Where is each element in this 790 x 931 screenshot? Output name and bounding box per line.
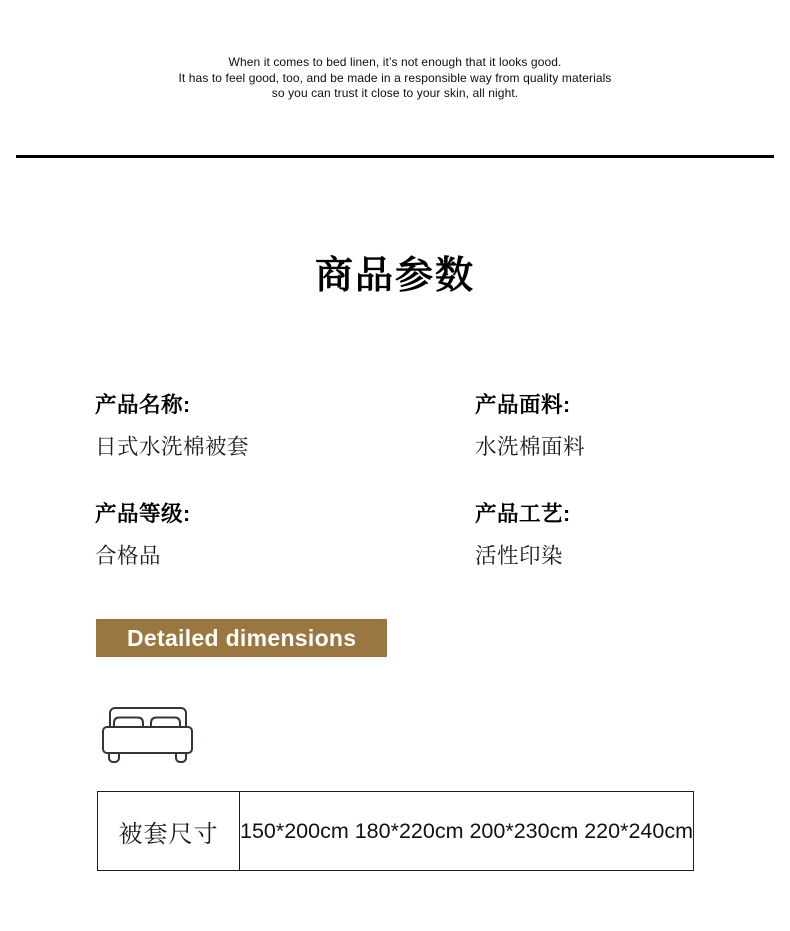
intro-line-3: so you can trust it close to your skin, all night.	[271, 86, 519, 100]
param-label: 产品工艺:	[475, 502, 571, 526]
size-table-row-header: 被套尺寸	[98, 792, 240, 870]
section-title: 商品参数	[314, 255, 475, 297]
param-product-name	[95, 388, 475, 497]
banner-label: Detailed dimensions	[127, 625, 357, 651]
section-divider	[16, 155, 774, 158]
product-params-grid	[95, 388, 715, 570]
size-table	[97, 791, 694, 871]
param-value: 水洗棉面料	[475, 435, 586, 459]
param-value: 合格品	[95, 544, 162, 568]
param-label: 产品名称:	[95, 393, 191, 417]
size-table-values: 150*200cm 180*220cm 200*230cm 220*240cm	[239, 818, 693, 843]
intro-line-2: It has to feel good, too, and be made in a responsible way from quality materials	[178, 70, 612, 85]
param-product-craft	[475, 497, 715, 570]
param-product-grade	[95, 497, 475, 570]
param-product-fabric	[475, 388, 715, 497]
bed-icon	[100, 699, 195, 767]
param-value: 活性印染	[475, 544, 564, 568]
param-label: 产品等级:	[95, 502, 191, 526]
param-value: 日式水洗棉被套	[95, 435, 250, 459]
param-label: 产品面料:	[475, 393, 571, 417]
intro-line-1: When it comes to bed linen, it’s not enough that it looks good.	[228, 55, 562, 69]
intro-text-block	[0, 55, 790, 102]
detailed-dimensions-banner	[96, 619, 387, 657]
